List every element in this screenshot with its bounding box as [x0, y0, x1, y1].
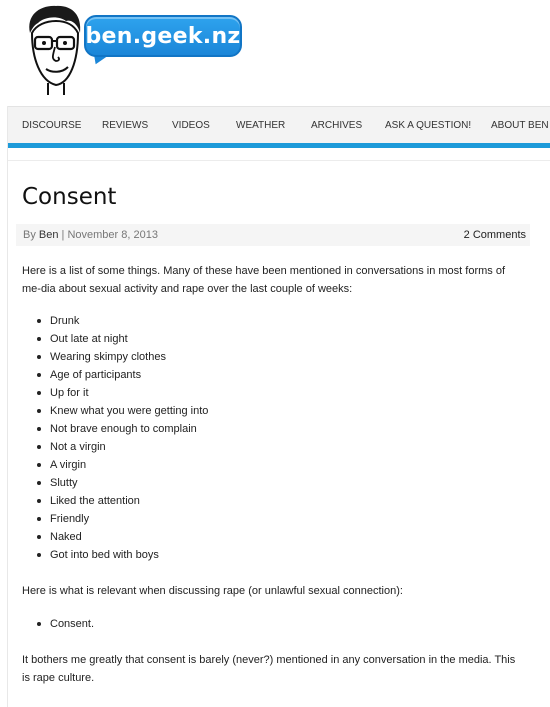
nav-item-about-ben[interactable]: ABOUT BEN — [491, 120, 549, 131]
things-list — [22, 312, 208, 564]
main-nav — [8, 106, 550, 148]
list-item: Age of participants — [22, 366, 208, 384]
list-item: Consent. — [22, 615, 94, 633]
site-logo[interactable] — [84, 15, 242, 57]
list-item: Drunk — [22, 312, 208, 330]
byline-separator: | — [58, 229, 68, 241]
list-item: Friendly — [22, 510, 208, 528]
nav-item-videos[interactable]: VIDEOS — [172, 120, 210, 131]
comments-link[interactable]: 2 Comments — [463, 229, 526, 241]
site-logo-text: ben.geek.nz — [85, 23, 241, 49]
nav-item-ask-a-question[interactable]: ASK A QUESTION! — [385, 120, 472, 131]
nav-item-reviews[interactable]: REVIEWS — [102, 120, 149, 131]
post-title[interactable]: Consent — [22, 184, 117, 210]
list-item: Out late at night — [22, 330, 208, 348]
list-item: Naked — [22, 528, 208, 546]
avatar-caricature-icon[interactable] — [22, 3, 86, 95]
list-item: Not brave enough to complain — [22, 420, 208, 438]
nav-item-archives[interactable]: ARCHIVES — [311, 120, 363, 131]
list-item: Liked the attention — [22, 492, 208, 510]
byline-prefix: By — [23, 229, 39, 241]
post-date[interactable]: November 8, 2013 — [67, 229, 158, 241]
list-item: Wearing skimpy clothes — [22, 348, 208, 366]
list-item: Got into bed with boys — [22, 546, 208, 564]
list-item: Not a virgin — [22, 438, 208, 456]
site-header — [0, 0, 550, 106]
relevant-paragraph: Here is what is relevant when discussing rape (or unlawful sexual connection): — [22, 585, 403, 597]
list-item: Up for it — [22, 384, 208, 402]
nav-item-discourse[interactable]: DISCOURSE — [22, 120, 82, 131]
post-intro-paragraph: Here is a list of some things. Many of these have been mentioned in conversations in most forms of me-dia about sexual activity and rape over the last couple of weeks: — [22, 265, 506, 295]
relevant-list — [22, 615, 94, 633]
divider — [8, 160, 550, 161]
post-meta — [16, 224, 530, 246]
list-item: Slutty — [22, 474, 208, 492]
closing-paragraph: It bothers me greatly that consent is barely (never?) mentioned in any conversation in the media. This is rape culture. — [22, 654, 516, 684]
content-left-border — [7, 106, 8, 707]
list-item: Knew what you were getting into — [22, 402, 208, 420]
list-item: A virgin — [22, 456, 208, 474]
nav-item-weather[interactable]: WEATHER — [236, 120, 286, 131]
post-byline — [23, 229, 158, 241]
author-link[interactable]: Ben — [38, 229, 59, 241]
